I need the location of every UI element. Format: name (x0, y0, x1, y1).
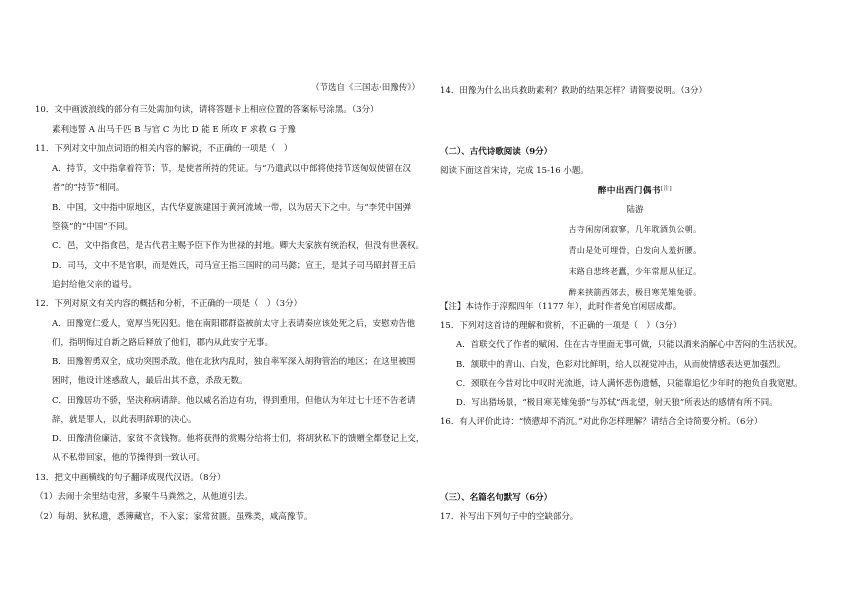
question-11-option-d: D．司马，文中不是官职，而是姓氏，司马宣王指三国时的司马懿；宣王，是其子司马昭封晋王后 (52, 261, 416, 271)
question-12-option-a-cont: 们，指明悔过自新之路后释放了他们，郡内从此安宁无事。 (52, 338, 274, 348)
poem-line: 古寺闲房闭寂寥，几年耽酒负公朝。 (568, 225, 702, 234)
question-12-stem: 12．下列对原文有关内容的概括和分析，不正确的一项是（ ）（3分） (35, 299, 302, 309)
question-12-option-c: C．田豫居功不骄，坚决称病请辞。他以威名治边有功，得到重用，但他认为年过七十还不告老请 (52, 396, 416, 406)
poem-title-text: 醉中出西门偶书 (597, 186, 661, 196)
question-11-option-d-cont: 追封给他父亲的谥号。 (52, 280, 138, 290)
question-15-option-c: C．颈联在今昔对比中叹时光流逝，诗人满怀悲伤遗憾，只能靠追忆少年时的抱负自我宽慰。 (456, 379, 803, 389)
question-11-option-a: A．持节，文中指拿着符节；节，是使者所持的凭证。与“乃遣武以中郎将使持节送匈奴使留在汉 (52, 164, 411, 174)
question-15-stem: 15．下列对这首诗的理解和赏析，不正确的一项是（ ）（3分） (440, 321, 682, 331)
question-11-option-b: B．中国，文中指中原地区，古代华夏族建国于黄河流域一带，以为居天下之中。与“李凭中国弹 (52, 203, 412, 213)
question-15-option-b: B．颔联中的青山、白发，色彩对比鲜明，给人以视觉冲击，从而使情感表达更加强烈。 (456, 360, 786, 370)
question-12-option-b: B．田豫智勇双全，成功突围杀敌。他在北狄内乱时，独自率军深入胡狗管治的地区；在这里被围 (52, 357, 416, 367)
section-heading: （二）、古代诗歌阅读（9分） (440, 147, 553, 157)
question-13-stem: 13．把文中画横线的句子翻译成现代汉语。（8分） (35, 473, 226, 483)
poem-line: 末路自悲终老蠹，少年常愿从征辽。 (568, 267, 702, 276)
question-17-stem: 17．补写出下列句子中的空缺部分。 (440, 512, 579, 522)
question-10-stem: 10．文中画波浪线的部分有三处需加句读，请将答题卡上相应位置的答案标号涂黑。（3分） (35, 105, 379, 115)
poem-line: 醉来挟箭西郊去，极目寒芜雉兔骄。 (568, 288, 702, 297)
question-12-option-a: A．田豫宽仁爱人，宽厚当死囚犯。他在南阳郡群盗被前太守上表请奏应该处死之后，安慰劝告他 (52, 319, 416, 329)
question-15-option-d: D．写出猎场景，“极目寒芜雉兔骄”与苏轼“西北望，射天狼”所表达的感情有所不同。 (456, 398, 778, 408)
poem-title-note: [注] (660, 186, 673, 192)
question-16-stem: 16．有人评价此诗：“愤懑却不消沉。”对此你怎样理解？请结合全诗简要分析。（6分） (440, 417, 763, 427)
poem-author: 陆游 (626, 205, 644, 215)
section-intro: 阅读下面这首宋诗，完成 15-16 小题。 (440, 166, 589, 176)
question-12-option-c-cont: 辞，就是罪人，以此表明辞职的决心。 (52, 415, 197, 425)
section-heading: （三）、名篇名句默写（6分） (440, 493, 553, 503)
question-12-option-b-cont: 困时，他设计迷惑敌人，最后出其不意，杀敌无数。 (52, 376, 248, 386)
poem-title (440, 183, 830, 195)
question-11-option-a-cont: 者”的“持节”相同。 (52, 183, 125, 193)
question-11-option-c: C．邑，文中指食邑，是古代君主赐予臣下作为世禄的封地。卿大夫家族有统治权，但没有世袭权。 (52, 241, 425, 251)
poem-line: 青山是处可埋骨，白发向人羞折腰。 (568, 246, 702, 255)
question-14-stem: 14．田豫为什么出兵救助素利？救助的结果怎样？请简要说明。（3分） (440, 86, 707, 96)
question-13-item-1: （1）去闹十余里结屯营，多聚牛马粪然之，从他道引去。 (35, 492, 253, 502)
question-10-sentence: 素利违誓 A 出马千匹 B 与官 C 为比 D 能 E 所攻 F 求救 G 于豫 (52, 125, 296, 135)
question-12-option-d: D．田豫清俭廉洁，家贫不贪钱物。他将获得的赏赐分给将士们，将胡狄私下的馈赠全都登记上交， (52, 434, 425, 444)
question-11-option-b-cont: 箜篌”的“中国”不同。 (52, 222, 134, 232)
question-12-option-d-cont: 从不私带回家，他的节操得到一致认可。 (52, 453, 206, 463)
question-15-option-a: A．首联交代了作者的赋闲、住在古寺里面无事可做，只能以酒来消解心中苦闷的生活状况。 (456, 340, 803, 350)
source-note: （节选自《三国志·田豫传》） (311, 83, 420, 93)
question-11-stem: 11．下列对文中加点词语的相关内容的解说，不正确的一项是（ ） (35, 144, 293, 154)
poem-note: 【注】本诗作于淳熙四年（1177 年），此时作者免官闲居成都。 (440, 302, 682, 312)
question-13-item-2: （2）每胡、狄私遗，悉簿藏官，不入家；家常贫匮。虽殊类，咸高豫节。 (35, 512, 313, 522)
